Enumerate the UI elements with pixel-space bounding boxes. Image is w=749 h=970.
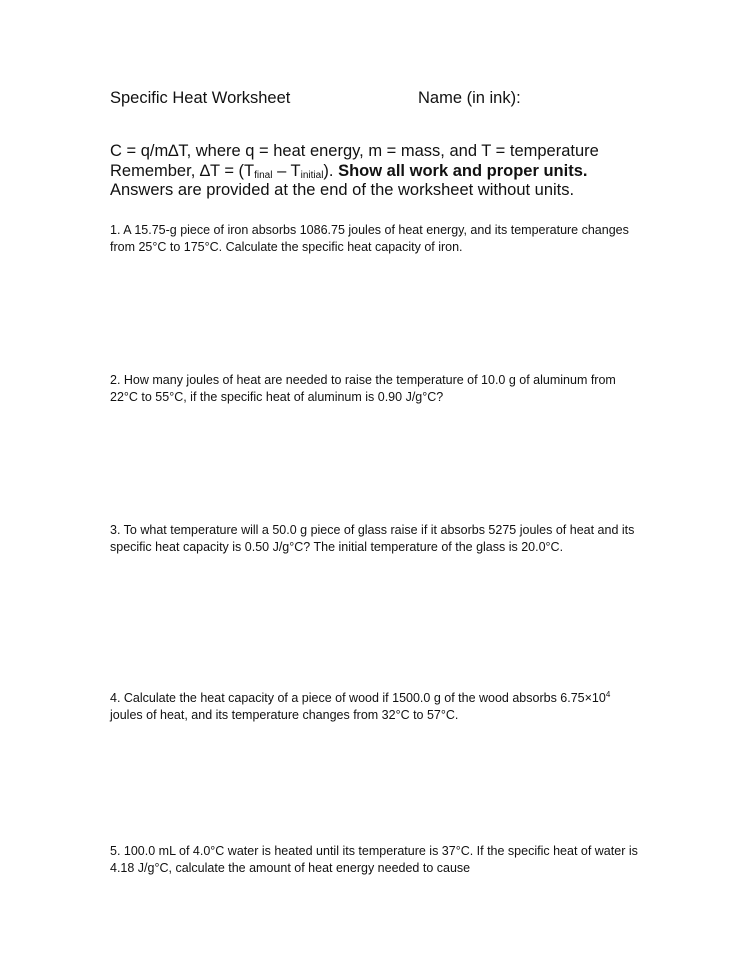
question-5: 5. 100.0 mL of 4.0°C water is heated until its temperature is 37°C. If the specific heat of water is 4.18 J/g°C, calculate the amount of heat energy needed to cause xyxy=(110,844,638,875)
delta-t-text-c: ). xyxy=(323,161,339,180)
show-work-instruction: Show all work and proper units. xyxy=(338,161,588,180)
question-1: 1. A 15.75-g piece of iron absorbs 1086.75 joules of heat energy, and its temperature changes from 25°C to 175°C. Calculate the specific heat capacity of iron. xyxy=(110,223,629,254)
question-4-text-a: 4. Calculate the heat capacity of a piece of wood if 1500.0 g of the wood absorbs 6.75×10 xyxy=(110,691,606,705)
delta-t-line xyxy=(110,162,670,182)
delta-t-text-a: Remember, ∆T = (T xyxy=(110,161,255,180)
name-label: Name (in ink): xyxy=(418,89,521,107)
question-4 xyxy=(110,690,645,724)
question-4-text-b: joules of heat, and its temperature changes from 32°C to 57°C. xyxy=(110,708,459,722)
question-4-exponent: 4 xyxy=(605,690,611,699)
subscript-final: final xyxy=(254,169,273,181)
question-3: 3. To what temperature will a 50.0 g piece of glass raise if it absorbs 5275 joules of heat and its specific heat capacity is 0.50 J/g°C? The initial temperature of the glass is 20.0°C. xyxy=(110,523,635,554)
instructions xyxy=(110,142,670,201)
subscript-initial: initial xyxy=(300,169,324,181)
answers-note: Answers are provided at the end of the worksheet without units. xyxy=(110,181,575,199)
question-2: 2. How many joules of heat are needed to raise the temperature of 10.0 g of aluminum from 22°C to 55°C, if the specific heat of aluminum is 0.90 J/g°C? xyxy=(110,373,616,404)
delta-t-text-b: – T xyxy=(272,161,301,180)
formula-line: C = q/m∆T, where q = heat energy, m = mass, and T = temperature xyxy=(110,142,599,160)
worksheet-title: Specific Heat Worksheet xyxy=(110,89,291,107)
